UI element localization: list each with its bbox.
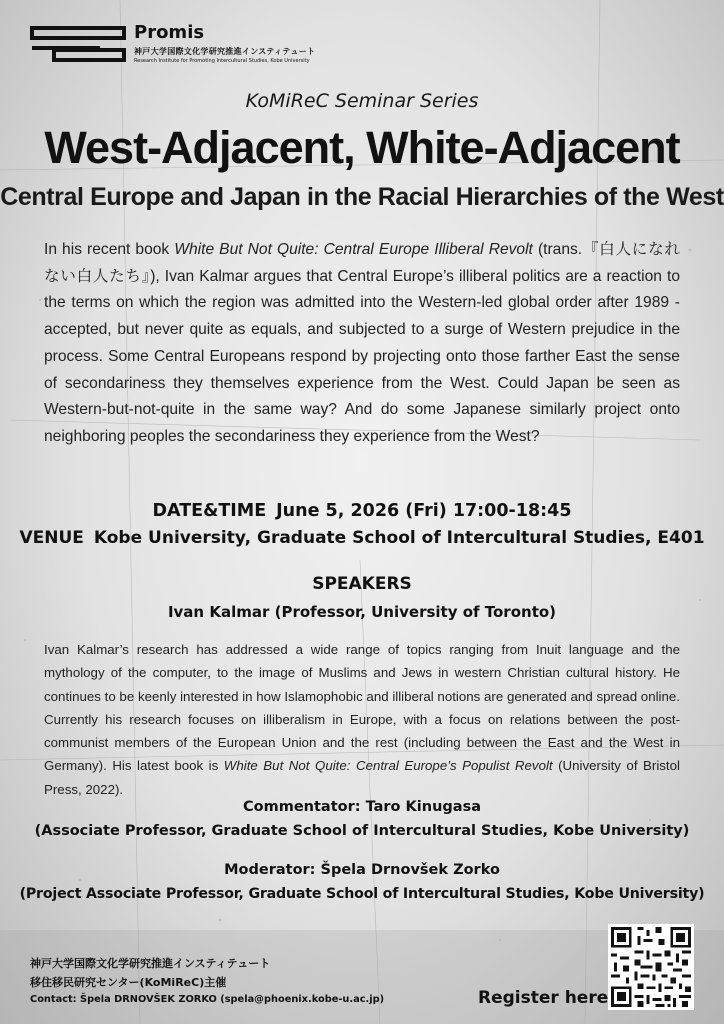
venue-label: VENUE: [19, 528, 84, 548]
venue-value: Kobe University, Graduate School of Intercultural Studies, E401: [93, 528, 705, 548]
bio-tail: (University of Bristol Press, 2022).: [44, 758, 680, 797]
contact-info: Contact: Špela DRNOVŠEK ZORKO (spela@phoenix.kobe-u.ac.jp): [30, 994, 385, 1005]
registration-qr-code[interactable]: [608, 924, 694, 1010]
event-subtitle: Central Europe and Japan in the Racial Hierarchies of the West: [0, 183, 724, 211]
commentator-name: Commentator: Taro Kinugasa: [243, 799, 481, 815]
bio-text: Ivan Kalmar’s research has addressed a wide range of topics ranging from Inuit language and the mythology of the computer, to the image of Muslims and Jews in western Christian cultural history. He continues to be keenly interested in how Islamophobic and illiberal notions are generated and spread online. Currently his research focuses on illiberalism in Europe, with a focus on relations between the post-communist members of the European Union and the rest (including between the East and the West in Germany). His latest book is: [44, 642, 680, 774]
datetime-label: DATE&TIME: [152, 501, 267, 521]
abstract: [44, 237, 680, 451]
abstract-body: (trans.『白人になれない白人たち』), Ivan Kalmar argues that Central Europe’s illiberal politics are a reaction to the terms on which the region was admitted into the Western-led global order after 1989 - accepted, but never quite as equals, and subjected to a surge of Western prejudice in the process. Some Central Europeans respond by projecting onto those farther East the sense of secondariness they themselves experience from the West. Could Japan be seen as Western-but-not-quite in the same way? And do some Japanese similarly project onto neighboring peoples the secondariness they experience from the West?: [44, 241, 680, 445]
promis-logo: [30, 22, 330, 66]
speaker-name: Ivan Kalmar (Professor, University of Toronto): [167, 603, 557, 621]
datetime-value: June 5, 2026 (Fri) 17:00-18:45: [276, 501, 572, 521]
bio-book-title: White But Not Quite: Central Europe’s Populist Revolt: [223, 758, 553, 774]
promis-logo-mark: [30, 26, 126, 62]
organizer-line-1: 神戸大学国際文化学研究推進インスティテュート: [30, 957, 271, 970]
abstract-book-title: White But Not Quite: Central Europe Illiberal Revolt: [174, 241, 533, 258]
institute-name-en: Research Institute for Promoting Intercultural Studies, Kobe University: [134, 58, 310, 64]
commentator-affiliation: (Associate Professor, Graduate School of Intercultural Studies, Kobe University): [34, 823, 690, 839]
speakers-heading: SPEAKERS: [312, 574, 412, 594]
event-datetime: [0, 501, 724, 521]
event-title: West-Adjacent, White-Adjacent: [44, 122, 680, 173]
abstract-intro: In his recent book: [44, 241, 175, 258]
moderator-affiliation: (Project Associate Professor, Graduate School of Intercultural Studies, Kobe University): [19, 886, 705, 902]
speaker-bio: [44, 638, 680, 801]
seminar-series: KoMiReC Seminar Series: [245, 90, 479, 112]
brand-name: Promis: [134, 22, 205, 43]
institute-name-jp: 神戸大学国際文化学研究推進インスティテュート: [134, 47, 316, 56]
event-venue: [0, 528, 724, 548]
register-label: Register here: [478, 988, 609, 1008]
moderator-name: Moderator: Špela Drnovšek Zorko: [224, 862, 500, 878]
organizer-line-2: 移住移民研究センター(KoMiReC)主催: [30, 976, 227, 989]
